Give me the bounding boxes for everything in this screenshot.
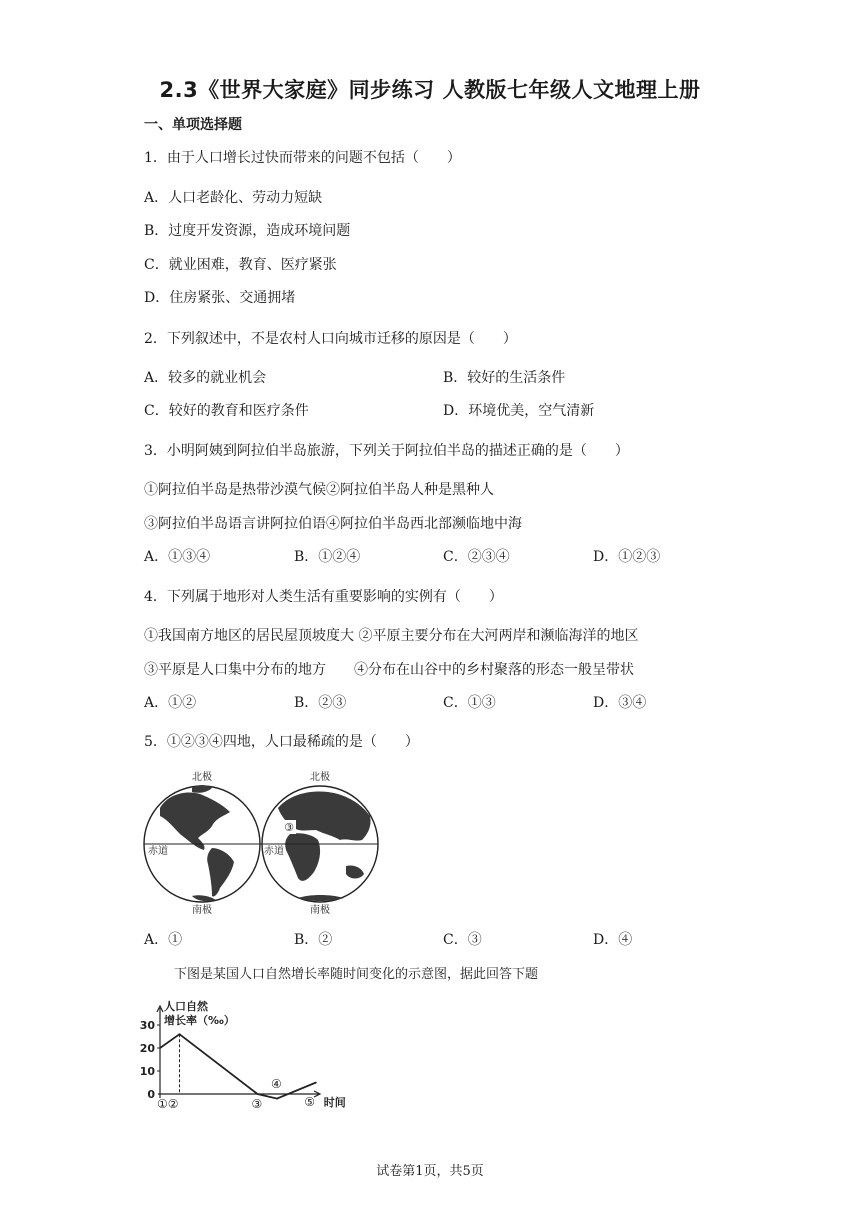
map-equator-label-left: 赤道: [148, 846, 168, 857]
question-2-stem: 2．下列叙述中，不是农村人口向城市迁移的原因是（ ）: [144, 331, 517, 347]
y-tick-label: 30: [139, 1019, 155, 1032]
question-4-statement-1: ①我国南方地区的居民屋顶坡度大 ②平原主要分布在大河两岸和濒临海洋的地区: [144, 628, 639, 644]
stage-label: ④: [271, 1077, 282, 1091]
map-south-pole-label-right: 南极: [310, 905, 330, 916]
question-4-option-a: A．①②: [144, 695, 197, 711]
question-3-option-c: C．②③④: [443, 549, 510, 565]
question-4-stem: 4．下列属于地形对人类生活有重要影响的实例有（ ）: [144, 589, 503, 605]
question-5-option-b: B．②: [294, 932, 333, 948]
data-point: [179, 1033, 181, 1035]
question-2-option-d: D．环境优美，空气清新: [443, 403, 595, 419]
section-heading: 一、单项选择题: [144, 117, 242, 133]
question-1-option-c: C．就业困难，教育、医疗紧张: [144, 257, 337, 273]
question-1-option-d: D．住房紧张、交通拥堵: [144, 290, 296, 306]
question-3-option-a: A．①③④: [144, 549, 211, 565]
data-point: [257, 1093, 259, 1095]
y-tick-label: 0: [147, 1088, 155, 1101]
question-3-stem: 3．小明阿姨到阿拉伯半岛旅游，下列关于阿拉伯半岛的描述正确的是（ ）: [144, 443, 629, 459]
growth-rate-series-line: [160, 1034, 316, 1098]
data-point: [159, 1047, 161, 1049]
page-footer: 试卷第1页，共5页: [376, 1164, 484, 1179]
question-5-option-c: C．③: [443, 932, 482, 948]
question-1-option-b: B．过度开发资源，造成环境问题: [144, 223, 351, 239]
question-4-statement-2: ③平原是人口集中分布的地方 ④分布在山谷中的乡村聚落的形态一般呈带状: [144, 662, 634, 678]
question-4-option-d: D．③④: [593, 695, 647, 711]
question-2-option-a: A．较多的就业机会: [144, 370, 267, 386]
question-5-option-a: A．①: [144, 932, 183, 948]
question-3-statement-2: ③阿拉伯半岛语言讲阿拉伯语④阿拉伯半岛西北部濒临地中海: [144, 516, 522, 532]
question-4-option-b: B．②③: [294, 695, 347, 711]
question-1-stem: 1．由于人口增长过快而带来的问题不包括（ ）: [144, 150, 461, 166]
question-4-option-c: C．①③: [443, 695, 496, 711]
stage-label: ③: [251, 1097, 263, 1111]
map-equator-label-right: 赤道: [264, 846, 284, 857]
y-tick-label: 20: [139, 1042, 155, 1055]
stage-label: ⑤: [304, 1095, 316, 1109]
y-tick-label: 10: [139, 1065, 155, 1078]
map-north-pole-label-right: 北极: [310, 772, 330, 783]
question-5-option-d: D．④: [593, 932, 633, 948]
chart-intro-text: 下图是某国人口自然增长率随时间变化的示意图，据此回答下题: [174, 967, 539, 982]
question-2-option-b: B．较好的生活条件: [443, 370, 566, 386]
question-2-option-c: C．较好的教育和医疗条件: [144, 403, 309, 419]
map-north-pole-label-left: 北极: [192, 772, 212, 783]
question-3-option-d: D．①②③: [593, 549, 661, 565]
map-marker-3: ③: [284, 821, 294, 834]
growth-rate-chart: [139, 998, 346, 1116]
y-axis-label-line2: 增长率（‰）: [164, 1014, 235, 1027]
y-axis-label-line1: 人口自然: [164, 1000, 208, 1013]
question-1-option-a: A．人口老龄化、劳动力短缺: [144, 190, 323, 206]
x-axis-label: 时间: [323, 1096, 346, 1109]
world-map-figure: [140, 768, 392, 918]
question-5-stem: 5．①②③④四地，人口最稀疏的是（ ）: [144, 734, 419, 750]
data-point: [276, 1098, 278, 1100]
question-3-statement-1: ①阿拉伯半岛是热带沙漠气候②阿拉伯半岛人种是黑种人: [144, 482, 494, 498]
question-3-option-b: B．①②④: [294, 549, 361, 565]
data-point: [315, 1082, 317, 1084]
page-title: 2.3《世界大家庭》同步练习 人教版七年级人文地理上册: [159, 78, 701, 102]
map-south-pole-label-left: 南极: [192, 905, 212, 916]
stage-label: ①②: [157, 1097, 179, 1111]
